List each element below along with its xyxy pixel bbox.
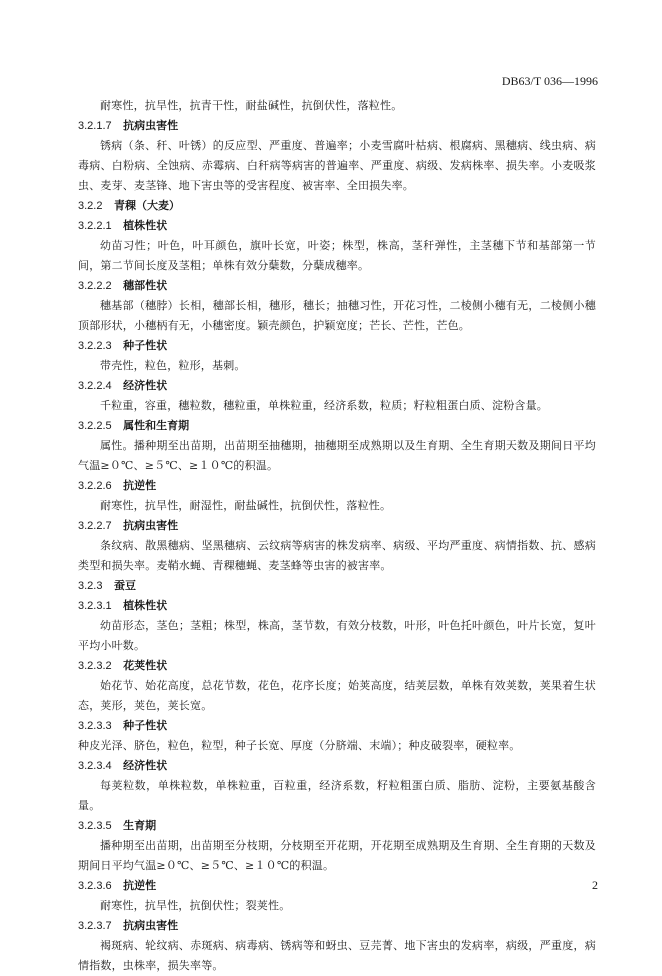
section-heading — [78, 376, 596, 396]
paragraph: 幼苗形态，茎色；茎粗；株型，株高，茎节数，有效分枝数，叶形，叶色托叶颜色，叶片长宽，复叶平均小叶数。 — [78, 619, 596, 652]
section-title: 蚕豆 — [113, 579, 136, 592]
section-number: 3.2.2.3 — [78, 340, 112, 352]
section-number: 3.2.3.1 — [78, 600, 112, 612]
paragraph: 褐斑病、轮纹病、赤斑病、病毒病、锈病等和蚜虫、豆芫菁、地下害虫的发病率，病级，严重度，病情指数，虫株率，损失率等。 — [78, 939, 596, 972]
paragraph: 条纹病、散黑穗病、坚黑穗病、云纹病等病害的株发病率、病级、平均严重度、病情指数、抗、感病类型和损失率。麦鞘水蝇、青稞穗蝇、麦茎蜂等虫害的被害率。 — [78, 539, 596, 572]
section-number: 3.2.3.2 — [78, 660, 112, 672]
document-body — [78, 96, 596, 976]
paragraph: 属性。播种期至出苗期，出苗期至抽穗期，抽穗期至成熟期以及生育期、全生育期天数及期间日平均气温≥０℃、≥５℃、≥１０℃的积温。 — [78, 439, 596, 472]
section-number: 3.2.2.5 — [78, 420, 112, 432]
section-heading — [78, 476, 596, 496]
section-number: 3.2.2 — [78, 200, 103, 212]
section-number: 3.2.1.7 — [78, 120, 112, 132]
paragraph: 幼苗习性；叶色，叶耳颜色，旗叶长宽，叶姿；株型，株高，茎秆弹性，主茎穗下节和基部第一节间，第二节间长度及茎粗；单株有效分蘖数，分蘖成穗率。 — [78, 239, 596, 272]
section-heading — [78, 916, 596, 936]
section-number: 3.2.3.4 — [78, 760, 112, 772]
section-title: 经济性状 — [123, 759, 168, 772]
section-title: 植株性状 — [123, 219, 168, 232]
section-number: 3.2.2.1 — [78, 220, 112, 232]
standard-code: DB63/T 036—1996 — [501, 74, 598, 88]
section-title: 抗病虫害性 — [123, 919, 179, 932]
section-heading — [78, 116, 596, 136]
section-number: 3.2.2.7 — [78, 520, 112, 532]
page-number: 2 — [592, 878, 598, 892]
section-number: 3.2.2.2 — [78, 280, 112, 292]
section-number: 3.2.2.6 — [78, 480, 112, 492]
section-heading — [78, 576, 596, 596]
section-title: 抗病虫害性 — [123, 119, 179, 132]
paragraph: 耐寒性，抗旱性，抗青干性，耐盐碱性，抗倒伏性，落粒性。 — [100, 99, 403, 112]
section-title: 属性和生育期 — [123, 419, 190, 432]
paragraph: 耐寒性，抗旱性，耐湿性，耐盐碱性，抗倒伏性，落粒性。 — [100, 499, 392, 512]
paragraph: 每荚粒数，单株粒数，单株粒重，百粒重，经济系数，籽粒粗蛋白质、脂肪、淀粉，主要氨基酸含量。 — [78, 779, 596, 812]
section-title: 抗病虫害性 — [123, 519, 179, 532]
section-heading — [78, 816, 596, 836]
section-title: 种子性状 — [123, 339, 168, 352]
paragraph: 千粒重，容重，穗粒数，穗粒重，单株粒重，经济系数，粒质；籽粒粗蛋白质、淀粉含量。 — [100, 399, 548, 412]
section-heading — [78, 336, 596, 356]
paragraph: 始花节、始花高度，总花节数，花色，花序长度；始荚高度，结荚层数，单株有效荚数，荚果着生状态，荚形，荚色，荚长宽。 — [78, 679, 596, 712]
section-heading — [78, 416, 596, 436]
section-title: 生育期 — [123, 819, 157, 832]
section-number: 3.2.3.3 — [78, 720, 112, 732]
section-heading — [78, 596, 596, 616]
section-title: 植株性状 — [123, 599, 168, 612]
section-heading — [78, 216, 596, 236]
paragraph: 种皮光泽、脐色，粒色，粒型，种子长宽、厚度（分脐端、末端）；种皮破裂率，硬粒率。 — [78, 739, 521, 752]
section-title: 抗逆性 — [123, 879, 157, 892]
section-heading — [78, 516, 596, 536]
section-title: 种子性状 — [123, 719, 168, 732]
section-number: 3.2.3.6 — [78, 880, 112, 892]
section-title: 青稞（大麦） — [113, 199, 180, 212]
section-heading — [78, 276, 596, 296]
section-number: 3.2.2.4 — [78, 380, 112, 392]
paragraph: 带壳性，粒色，粒形，基刺。 — [100, 359, 246, 372]
paragraph: 锈病（条、秆、叶锈）的反应型、严重度、普遍率；小麦雪腐叶枯病、根腐病、黑穗病、线虫病、病毒病、白粉病、全蚀病、赤霉病、白秆病等病害的普遍率、严重度、病级、发病株率、损失率。小麦吸浆虫、麦芽、麦茎锋、地下害虫等的受害程度、被害率、全田损失率。 — [78, 139, 596, 192]
section-number: 3.2.3.5 — [78, 820, 112, 832]
section-number: 3.2.3.7 — [78, 920, 112, 932]
section-number: 3.2.3 — [78, 580, 103, 592]
section-heading — [78, 876, 596, 896]
section-heading — [78, 756, 596, 776]
section-heading — [78, 716, 596, 736]
paragraph: 穗基部（穗脖）长相，穗部长相，穗形，穗长；抽穗习性，开花习性，二棱侧小穗有无，二棱侧小穗顶部形状，小穗柄有无，小穗密度。颖壳颜色，护颖宽度；芒长、芒性，芒色。 — [78, 299, 596, 332]
paragraph: 播种期至出苗期，出苗期至分枝期，分枝期至开花期，开花期至成熟期及生育期、全生育期的天数及期间日平均气温≥０℃、≥５℃、≥１０℃的积温。 — [78, 839, 596, 872]
section-title: 穗部性状 — [123, 279, 168, 292]
section-title: 抗逆性 — [123, 479, 157, 492]
section-title: 花荚性状 — [123, 659, 168, 672]
section-heading — [78, 196, 596, 216]
paragraph: 耐寒性，抗旱性，抗倒伏性；裂荚性。 — [100, 899, 291, 912]
section-heading — [78, 656, 596, 676]
section-title: 经济性状 — [123, 379, 168, 392]
